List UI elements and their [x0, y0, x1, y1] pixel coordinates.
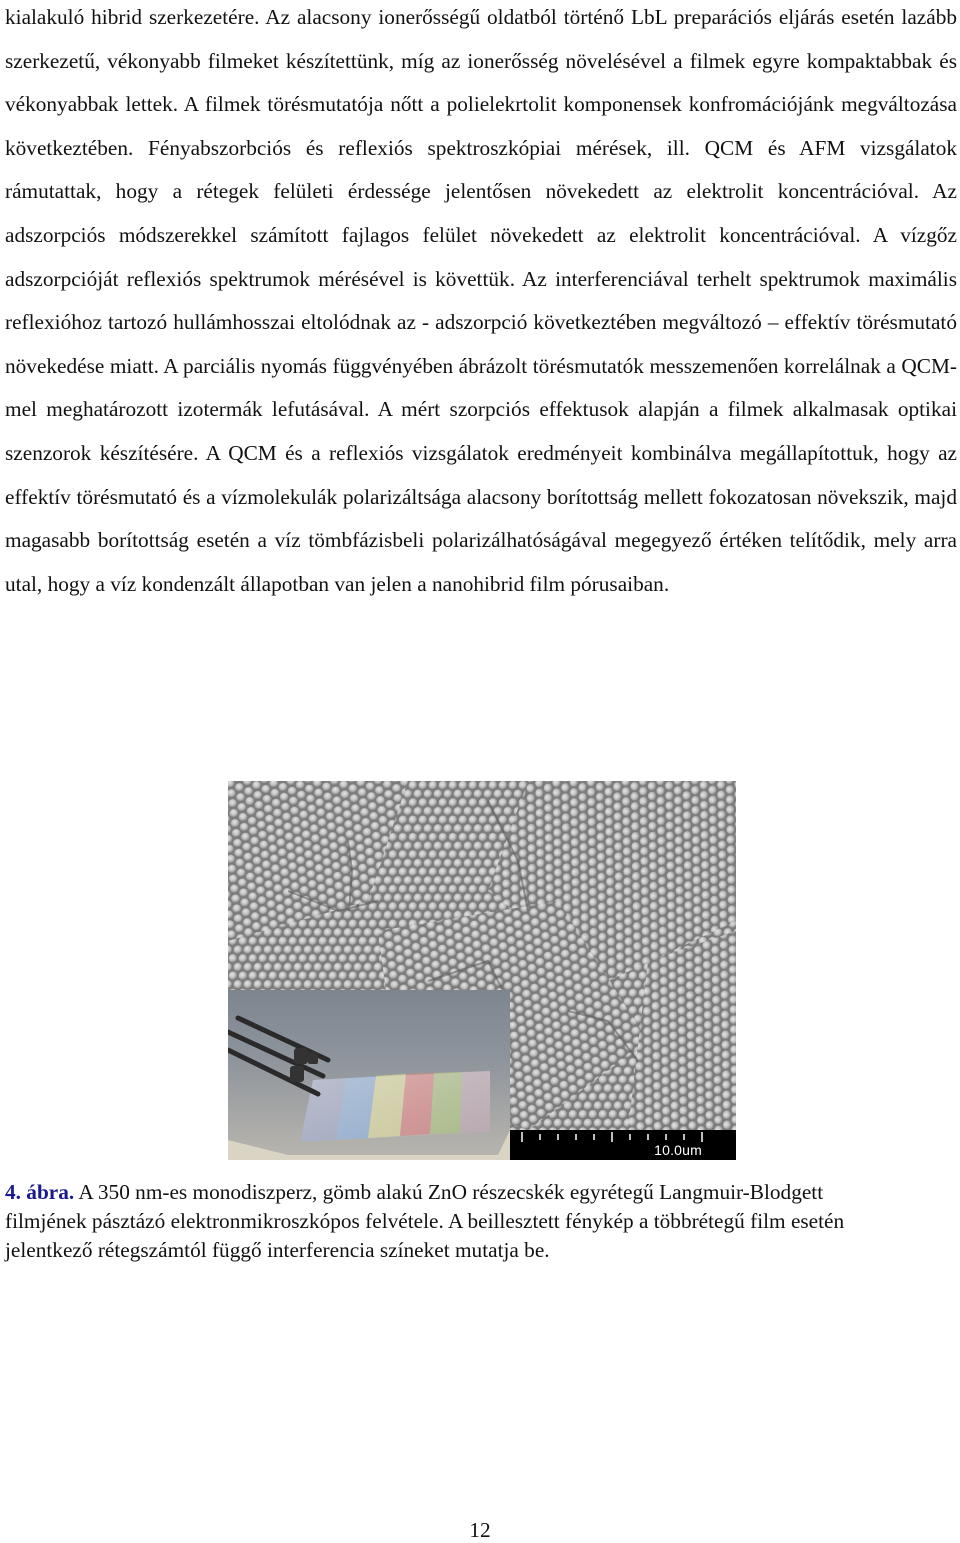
interference-colors-photo — [228, 990, 510, 1160]
figure-caption — [5, 1178, 905, 1265]
body-paragraph: kialakuló hibrid szerkezetére. Az alacsony ionerősségű oldatból történő LbL preparációs eljárás esetén lazább szerkezetű, vékonyabb filmeket készítettünk, míg az ionerősség növelésével a filmek egyre kompaktabbak és vékonyabbak lettek. A filmek törésmutatója nőtt a polielekrtolit komponensek konfromációjánk megváltozása következtében. Fényabszorbciós és reflexiós spektroszkópiai mérések, ill. QCM és AFM vizsgálatok rámutattak, hogy a rétegek felületi érdessége jelentősen növekedett az elektrolit koncentrációval. Az adszorpciós módszerekkel számított fajlagos felület növekedett az elektrolit koncentrációval. A vízgőz adszorpcióját reflexiós spektrumok mérésével is követtük. Az interferenciával terhelt spektrumok maximális reflexióhoz tartozó hullámhosszai eltolódnak az - adszorpció következtében megváltozó – effektív törésmutató növekedése miatt. A parciális nyomás függvényében ábrázolt törésmutatók messzemenően korrelálnak a QCM-mel meghatározott izotermák lefutásával. A mért szorpciós effektusok alapján a filmek alkalmasak optikai szenzorok készítésére. A QCM és a reflexiós vizsgálatok eredményeit kombinálva megállapítottuk, hogy az effektív törésmutató és a vízmolekulák polarizáltsága alacsony borítottság mellett fokozatosan növekszik, majd magasabb borítottság esetén a víz tömbfázisbeli polarizálhatóságával megegyező értéken telítődik, mely arra utal, hogy a víz kondenzált állapotban van jelen a nanohibrid film pórusaiban. — [5, 5, 957, 596]
interference-stripes — [300, 1071, 490, 1142]
sem-figure — [228, 781, 736, 1160]
caption-text: A 350 nm-es monodiszperz, gömb alakú ZnO részecskék egyrétegű Langmuir-Blodgett filmjének pásztázó elektronmikroszkópos felvétele. A beillesztett fénykép a többrétegű film esetén jelentkező rétegszámtól függő interferencia színeket mutatja be. — [5, 1180, 845, 1262]
scale-ticks — [510, 1130, 736, 1160]
scale-bar — [510, 1130, 736, 1160]
scale-bar-label: 10.0um — [654, 1142, 702, 1158]
caption-label: 4. ábra. — [5, 1180, 75, 1204]
inset-photo — [228, 990, 510, 1160]
page-number: 12 — [469, 1518, 491, 1542]
